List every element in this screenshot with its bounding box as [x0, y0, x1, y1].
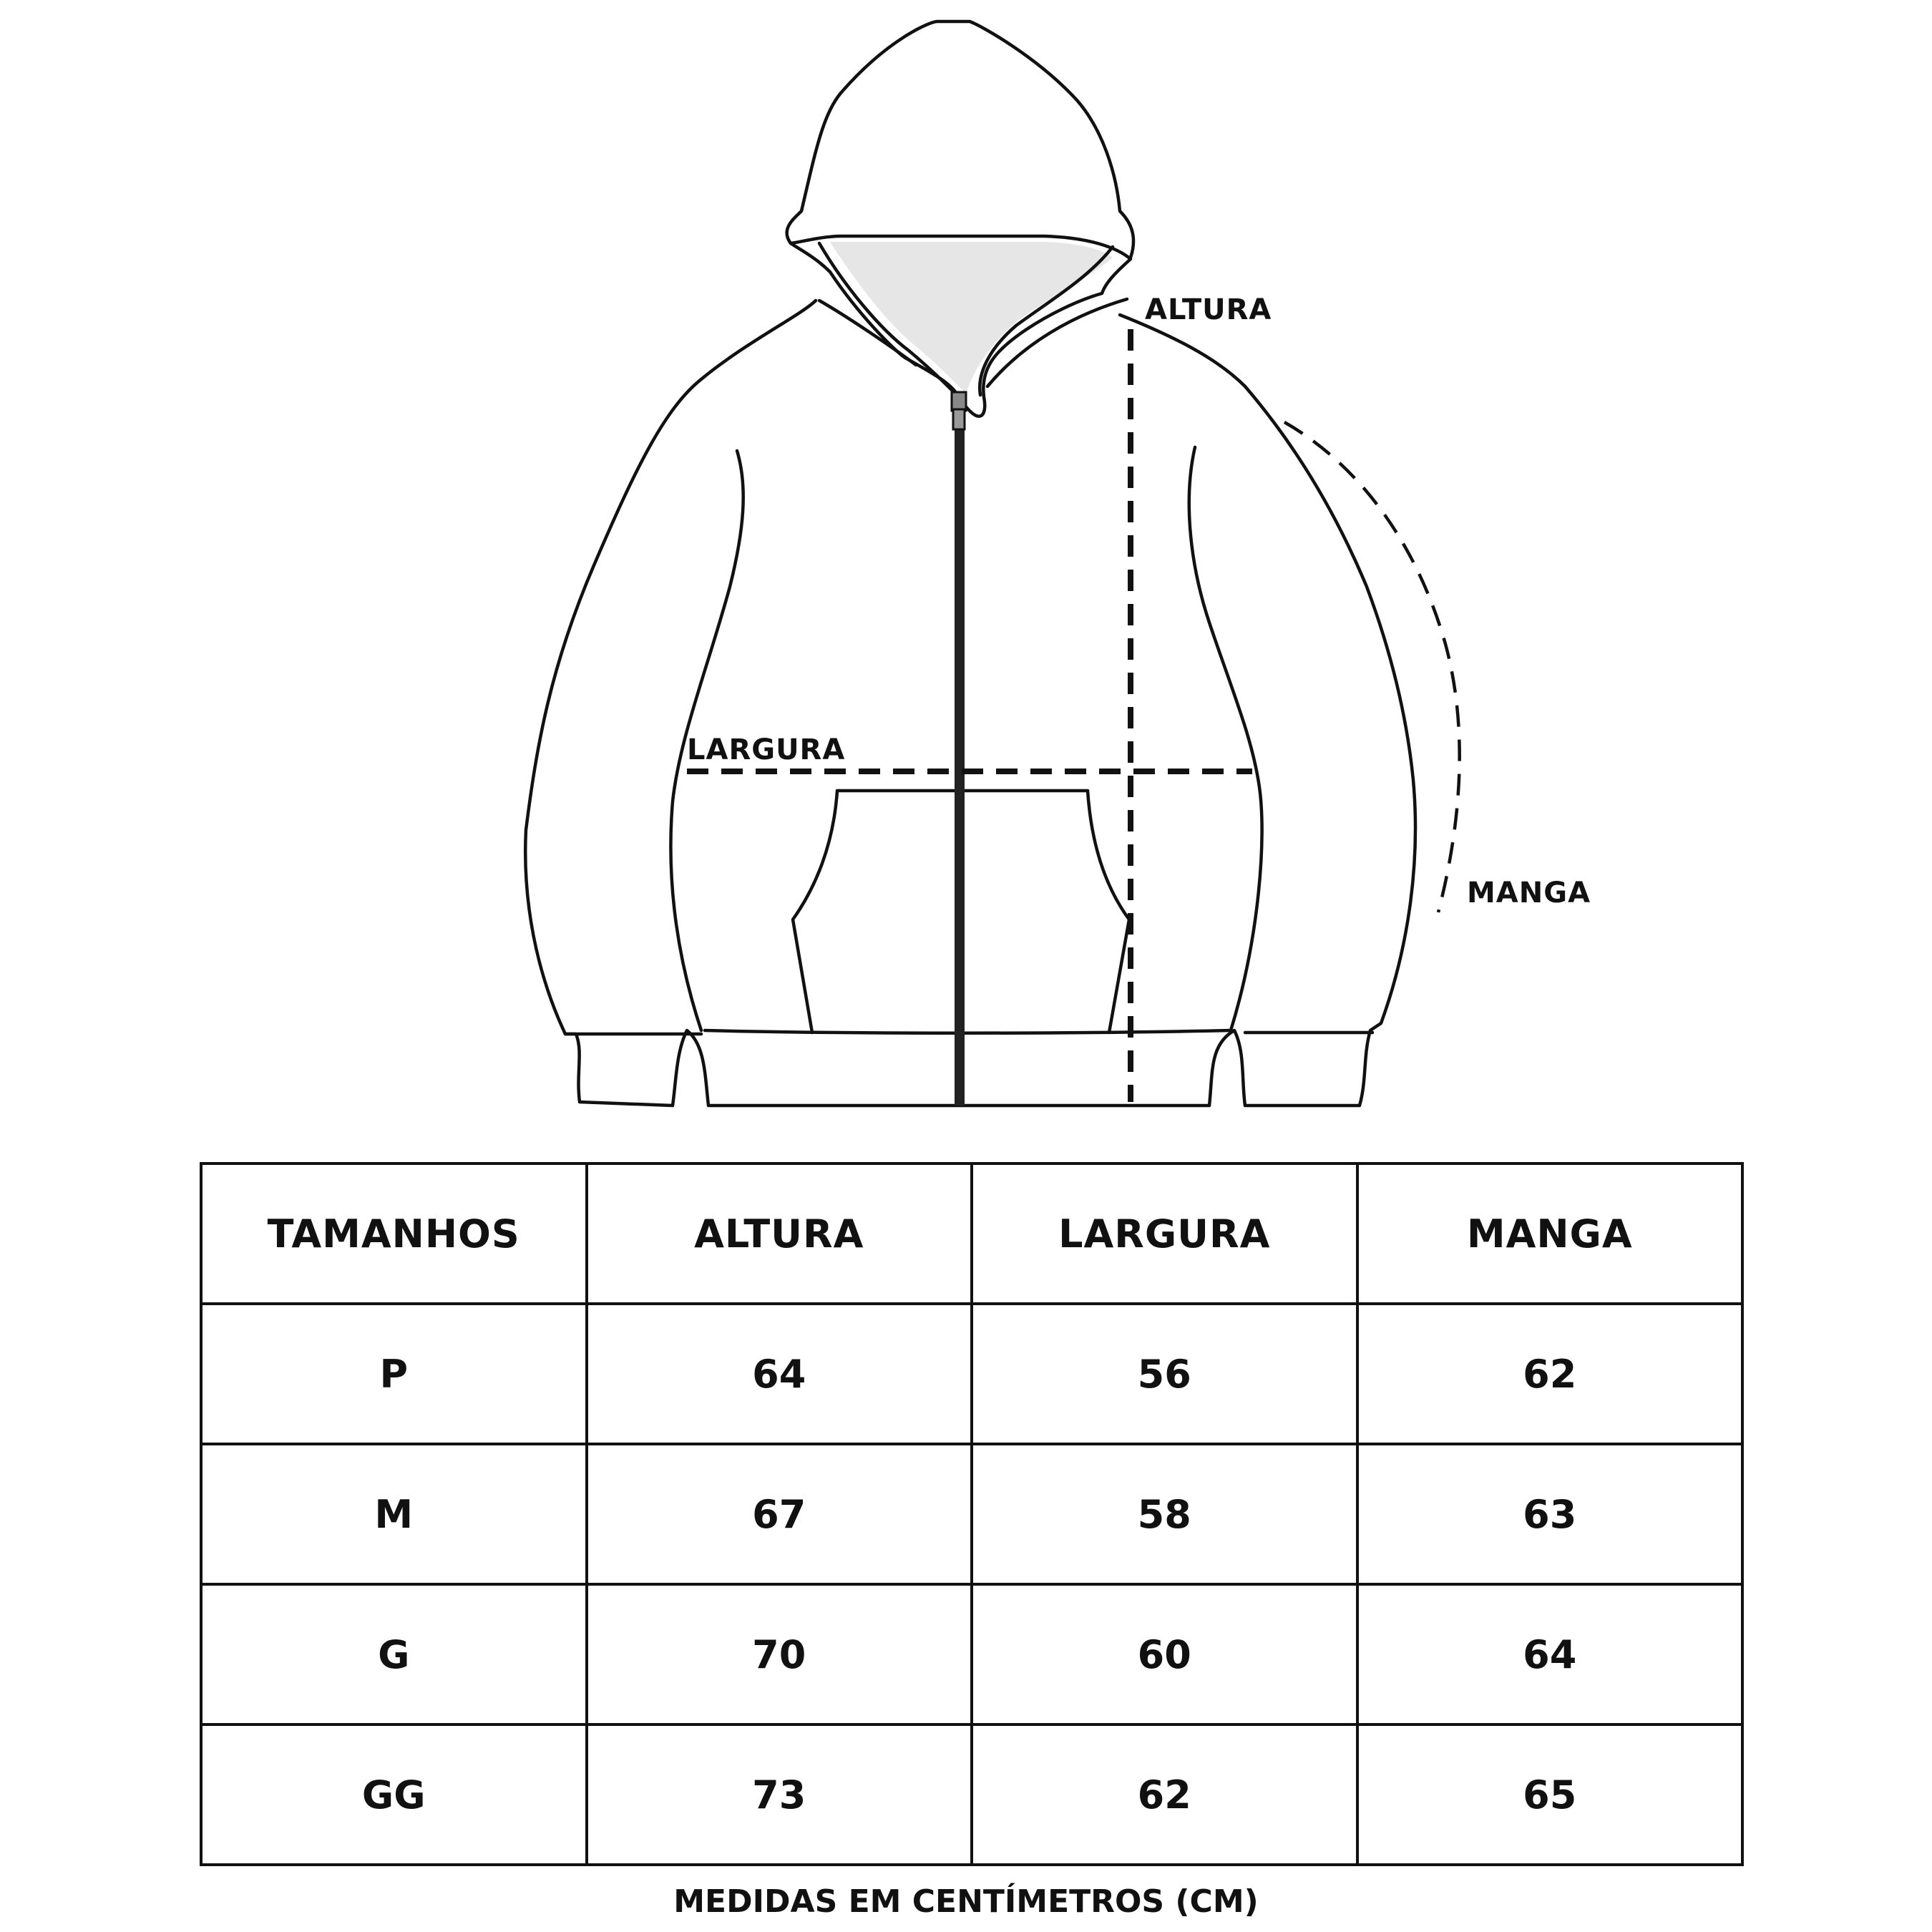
altura-cell: 67 — [587, 1444, 972, 1584]
manga-cell: 63 — [1357, 1444, 1743, 1584]
largura-cell: 60 — [972, 1584, 1357, 1724]
size-chart-table — [200, 1162, 1744, 1866]
zipper — [952, 392, 966, 1106]
size-cell: GG — [201, 1724, 587, 1865]
largura-cell: 56 — [972, 1304, 1357, 1444]
size-cell: P — [201, 1304, 587, 1444]
table-row — [201, 1584, 1742, 1724]
table-row — [201, 1724, 1742, 1865]
manga-cell: 62 — [1357, 1304, 1743, 1444]
largura-cell: 62 — [972, 1724, 1357, 1865]
header-manga: MANGA — [1357, 1163, 1743, 1304]
altura-cell: 64 — [587, 1304, 972, 1444]
table-row — [201, 1444, 1742, 1584]
manga-cell: 65 — [1357, 1724, 1743, 1865]
header-tamanhos: TAMANHOS — [201, 1163, 587, 1304]
size-cell: G — [201, 1584, 587, 1724]
body-outline — [525, 301, 1415, 1106]
manga-line — [1284, 422, 1460, 912]
header-altura: ALTURA — [587, 1163, 972, 1304]
altura-cell: 70 — [587, 1584, 972, 1724]
table-header-row — [201, 1163, 1742, 1304]
size-cell: M — [201, 1444, 587, 1584]
table-row — [201, 1304, 1742, 1444]
manga-label: MANGA — [1467, 877, 1591, 909]
units-footnote: MEDIDAS EM CENTÍMETROS (CM) — [673, 1883, 1259, 1920]
largura-cell: 58 — [972, 1444, 1357, 1584]
largura-label: LARGURA — [687, 733, 846, 766]
altura-label: ALTURA — [1145, 293, 1272, 326]
manga-cell: 64 — [1357, 1584, 1743, 1724]
altura-cell: 73 — [587, 1724, 972, 1865]
header-largura: LARGURA — [972, 1163, 1357, 1304]
hood-outline — [787, 21, 1133, 258]
